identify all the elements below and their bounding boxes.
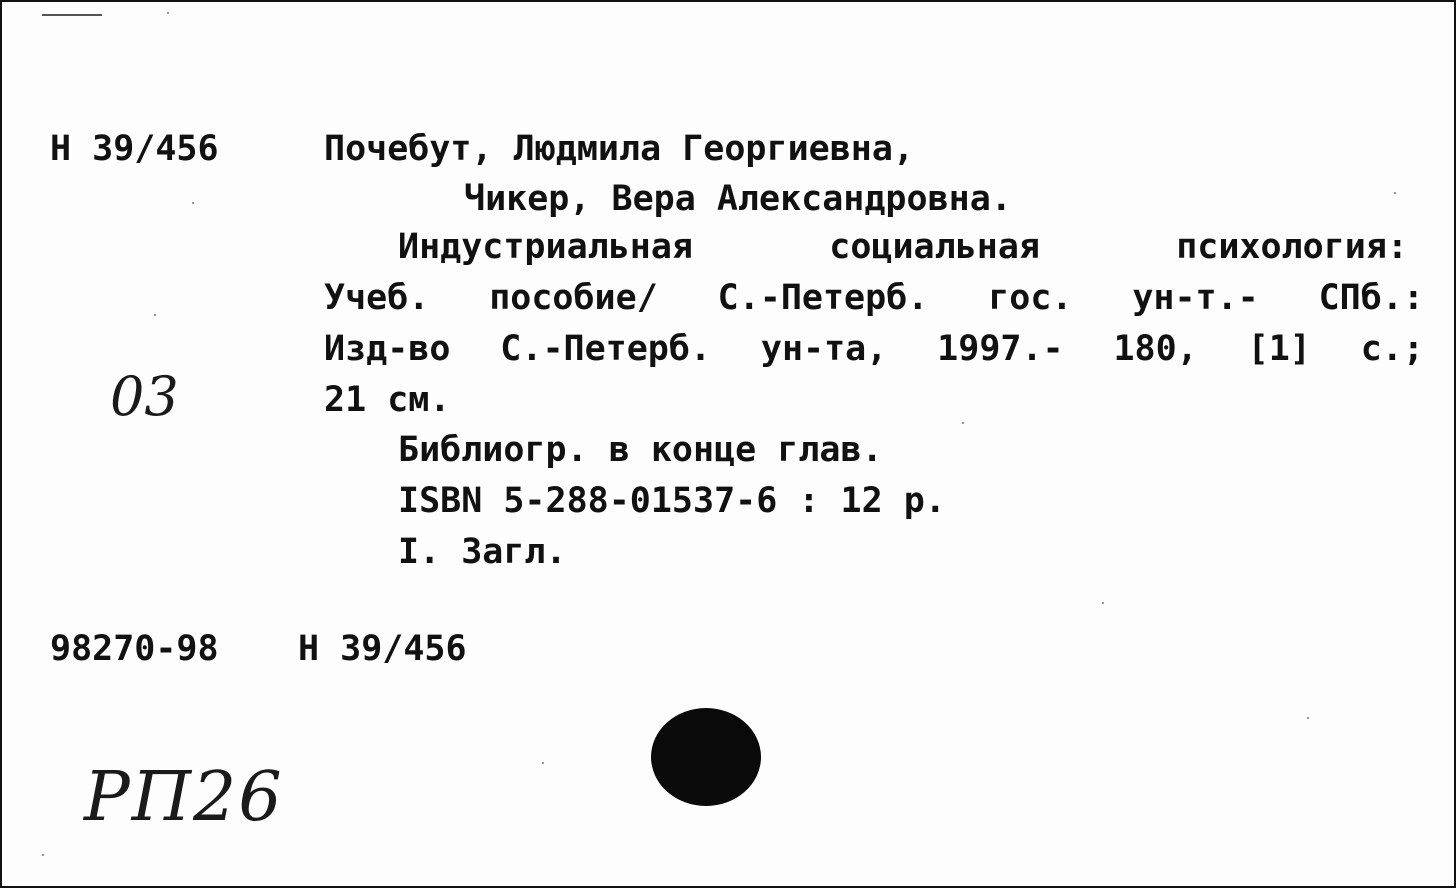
pub-word: с.; <box>1360 329 1424 369</box>
pub-word: Учеб. <box>324 278 430 318</box>
pub-word: гос. <box>988 278 1073 318</box>
speck <box>1102 602 1104 604</box>
bibliography-note: Библиогр. в конце глав. <box>398 430 883 470</box>
top-edge-mark <box>42 14 102 16</box>
speck <box>542 762 544 764</box>
speck <box>42 854 44 856</box>
speck <box>1394 192 1396 194</box>
speck <box>962 422 964 424</box>
pub-word: пособие/ <box>489 278 658 318</box>
speck <box>154 314 156 316</box>
speck <box>1307 717 1309 719</box>
handwritten-location: РП26 <box>84 758 284 837</box>
pub-word: СПб.: <box>1318 278 1424 318</box>
physical-size: 21 см. <box>324 380 451 420</box>
accession-shelfmark: Н 39/456 <box>298 629 467 669</box>
title-word: Индустриальная <box>398 227 694 267</box>
publication-line-1 <box>324 278 1424 318</box>
speck <box>167 12 169 14</box>
pub-word: 180, <box>1113 329 1198 369</box>
author-line: Почебут, Людмила Георгиевна, <box>324 129 915 169</box>
title-word: социальная <box>829 227 1040 267</box>
pub-word: [1] <box>1247 329 1311 369</box>
pub-word: С.-Петерб. <box>717 278 929 318</box>
isbn-price: ISBN 5-288-01537-6 : 12 р. <box>398 481 946 521</box>
publication-line-2 <box>324 329 1424 369</box>
coauthor-line: Чикер, Вера Александровна. <box>464 179 1012 219</box>
title-tracing: I. Загл. <box>398 532 567 572</box>
pub-word: Изд-во <box>324 329 451 369</box>
handwritten-code: 03 <box>110 365 179 428</box>
speck <box>192 202 194 204</box>
title-word: психология: <box>1176 227 1408 267</box>
shelfmark: Н 39/456 <box>50 129 219 169</box>
pub-word: 1997.- <box>937 329 1064 369</box>
pub-word: ун-та, <box>760 329 888 369</box>
pub-word: ун-т.- <box>1132 278 1259 318</box>
title-line <box>398 227 1408 267</box>
pub-word: С.-Петерб. <box>500 329 712 369</box>
punch-hole <box>651 708 761 806</box>
accession-number: 98270-98 <box>50 629 219 669</box>
